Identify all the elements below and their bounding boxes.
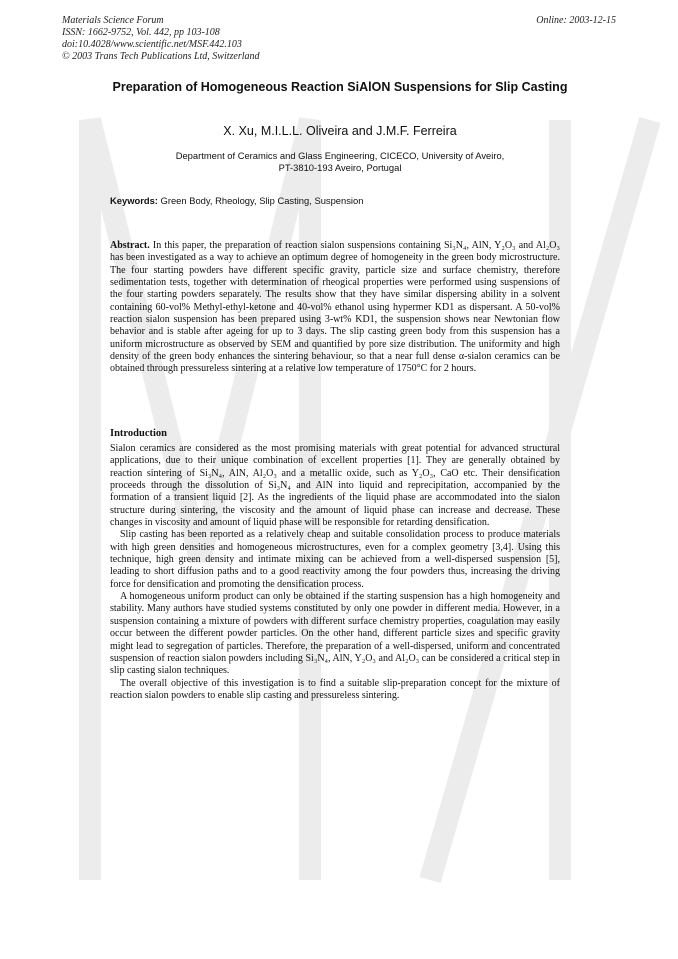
introduction-paragraph: The overall objective of this investigation is to find a suitable slip-preparation concept for the mixture of reaction sialon powders to enable slip casting and pressureless sintering. [110, 677, 560, 701]
author-affiliation [110, 150, 570, 174]
journal-header [62, 15, 616, 63]
introduction-paragraph: Slip casting has been reported as a relatively cheap and suitable consolidation process to produce materials with high green densities and homogeneous microstructures, even for a complex geometry [3,4]. Using this technique, high green density and intimate mixing can be achieved from a well-dispersed suspension [5], leading to short diffusion paths and to a good reactivity among the four powders thus, increasing the driving force for densification and promoting the densification process. [110, 529, 560, 590]
journal-doi[interactable]: doi:10.4028/www.scientific.net/MSF.442.103 [62, 39, 242, 50]
abstract-text: In this paper, the preparation of reaction sialon suspensions containing Si₃N₄, AlN, Y₂O₃ and Al₂O₃ has been investigated as a way to achieve an optimum degree of homogeneity in the green body microstructure. The four starting powders have different specific gravity, particle size and surface chemistry, therefore sedimentation tests, together with determination of rheogical properties were performed using suspensions of the four starting powders separately. The results show that they have similar dispersing ability in a solvent containing 60-vol% Methyl-ethyl-ketone and 40-vol% ethanol using hypermer KD1 as dispersant. A 50-vol% reaction sialon suspension has been prepared using 3-wt% KD1, the suspension shows near Newtonian flow behavior and is stable after ageing for up to 3 days. The slip casting green body from this suspension has a uniform microstructure as observed by SEM and quantified by pore size distribution. The uniformity and high density of the green body enhances the sintering behaviour, so that a near full dense α-sialon ceramics can be obtained through pressureless sintering at a relative low temperature of 1750°C for 2 hours. [110, 240, 560, 375]
introduction-paragraph: A homogeneous uniform product can only be obtained if the starting suspension has a high homogeneity and stability. Many authors have studied systems constituted by only one powder in different media. However, in a suspension containing a mixture of powders with different surface chemistry properties, coagulation may easily occur between the different powder particles. On the other hand, different particle sizes and specific gravity might lead to segregation of particles. Therefore, the preparation of a well-dispersed, uniform and concentrated suspension of reaction sialon powders including Si₃N₄, AlN, Y₂O₃ and Al₂O₃ can be considered a critical step in slip casting sialon techniques. [110, 591, 560, 677]
affiliation-line-2: PT-3810-193 Aveiro, Portugal [278, 162, 402, 173]
paper-authors: X. Xu, M.I.L.L. Oliveira and J.M.F. Ferreira [223, 124, 457, 138]
abstract [110, 240, 560, 376]
introduction-body [110, 443, 560, 702]
introduction-paragraph: Sialon ceramics are considered as the most promising materials with great potential for advanced structural applications, due to their unique combination of excellent properties [1]. They are generally obtained by reaction sintering of Si₃N₄, AlN, Al₂O₃ and a metallic oxide, such as Y₂O₃, CaO etc. Their densification proceeds through the dissolution of Si₃N₄ and AlN into liquid and reprecipitation, accompanied by the formation of a transient liquid [2]. As the ingredients of the liquid phase are accommodated into the sialon structure during sintering, the viscosity and the amount of liquid phase can increase and decrease. These changes in viscosity and amount of liquid phase will be responsible for retarding densification. [110, 443, 560, 529]
journal-copyright: © 2003 Trans Tech Publications Ltd, Switzerland [62, 51, 260, 62]
journal-name: Materials Science Forum [62, 15, 164, 26]
section-heading-introduction: Introduction [110, 428, 167, 439]
keywords-label: Keywords: [110, 195, 158, 206]
affiliation-line-1: Department of Ceramics and Glass Engineering, CICECO, University of Aveiro, [175, 150, 505, 161]
abstract-label: Abstract. [110, 240, 150, 251]
keywords [110, 195, 570, 206]
paper-title: Preparation of Homogeneous Reaction SiAlON Suspensions for Slip Casting [112, 80, 568, 94]
online-date: Online: 2003-12-15 [536, 15, 616, 26]
keywords-text: Green Body, Rheology, Slip Casting, Suspension [157, 195, 364, 206]
journal-issn: ISSN: 1662-9752, Vol. 442, pp 103-108 [62, 27, 220, 38]
